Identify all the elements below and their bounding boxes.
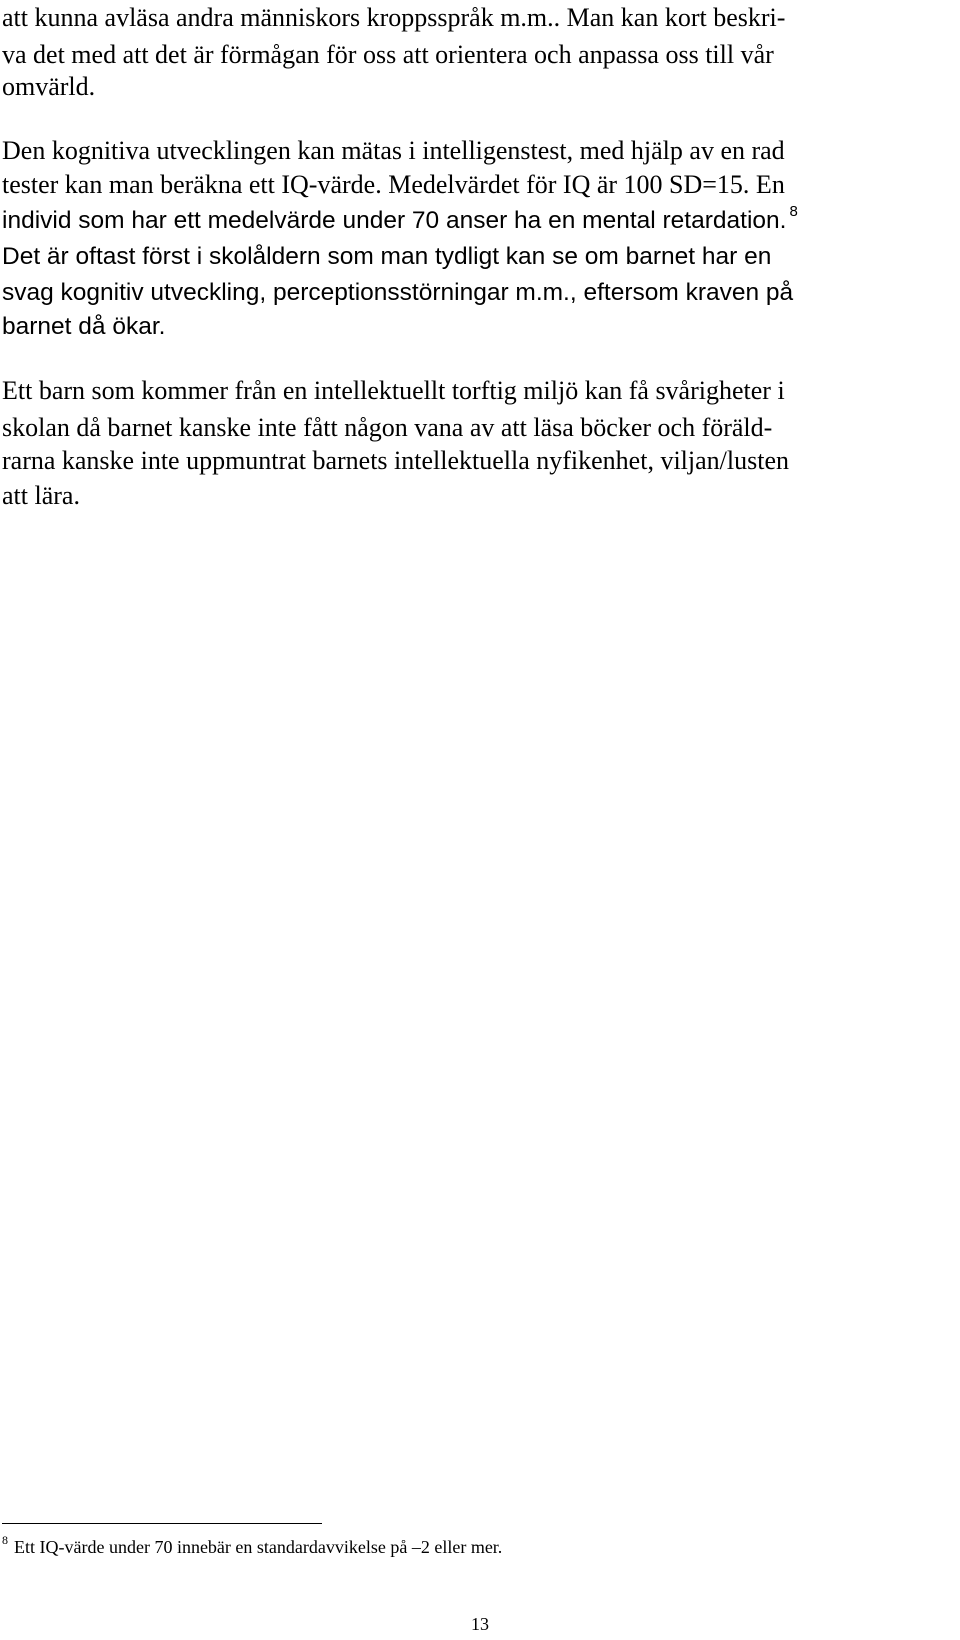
paragraph-2-line-4: Det är oftast först i skolåldern som man tydligt kan se om barnet har en <box>2 243 772 270</box>
paragraph-2-line-1: Den kognitiva utvecklingen kan mätas i intelligenstest, med hjälp av en rad <box>2 136 785 165</box>
paragraph-2-line-5: svag kognitiv utveckling, perceptionsstörningar m.m., eftersom kraven på <box>2 279 794 306</box>
paragraph-2-line-2: tester kan man beräkna ett IQ-värde. Medelvärdet för IQ är 100 SD=15. En <box>2 170 785 199</box>
paragraph-1-line-1: att kunna avläsa andra människors kroppsspråk m.m.. Man kan kort beskri- <box>2 3 786 32</box>
page-number: 13 <box>471 1614 489 1634</box>
footnote-text: Ett IQ-värde under 70 innebär en standardavvikelse på –2 eller mer. <box>14 1537 503 1557</box>
paragraph-3-line-2: skolan då barnet kanske inte fått någon vana av att läsa böcker och föräld- <box>2 413 773 442</box>
paragraph-1-line-2: va det med att det är förmågan för oss att orientera och anpassa oss till vår <box>2 40 774 69</box>
paragraph-3-line-1: Ett barn som kommer från en intellektuellt torftig miljö kan få svårigheter i <box>2 376 785 405</box>
paragraph-1-line-3: omvärld. <box>2 72 96 101</box>
paragraph-2-line-3-text: individ som har ett medelvärde under 70 anser ha en mental retardation. <box>2 207 787 234</box>
footnote-reference: 8 <box>789 203 798 220</box>
footnote-separator <box>2 1523 322 1524</box>
paragraph-3-line-4: att lära. <box>2 481 80 510</box>
footnote <box>2 1535 502 1561</box>
paragraph-2-line-3 <box>2 203 798 239</box>
paragraph-2-line-6: barnet då ökar. <box>2 313 166 340</box>
footnote-number: 8 <box>2 1533 8 1547</box>
paragraph-3-line-3: rarna kanske inte uppmuntrat barnets intellektuella nyfikenhet, viljan/lusten <box>2 446 789 475</box>
